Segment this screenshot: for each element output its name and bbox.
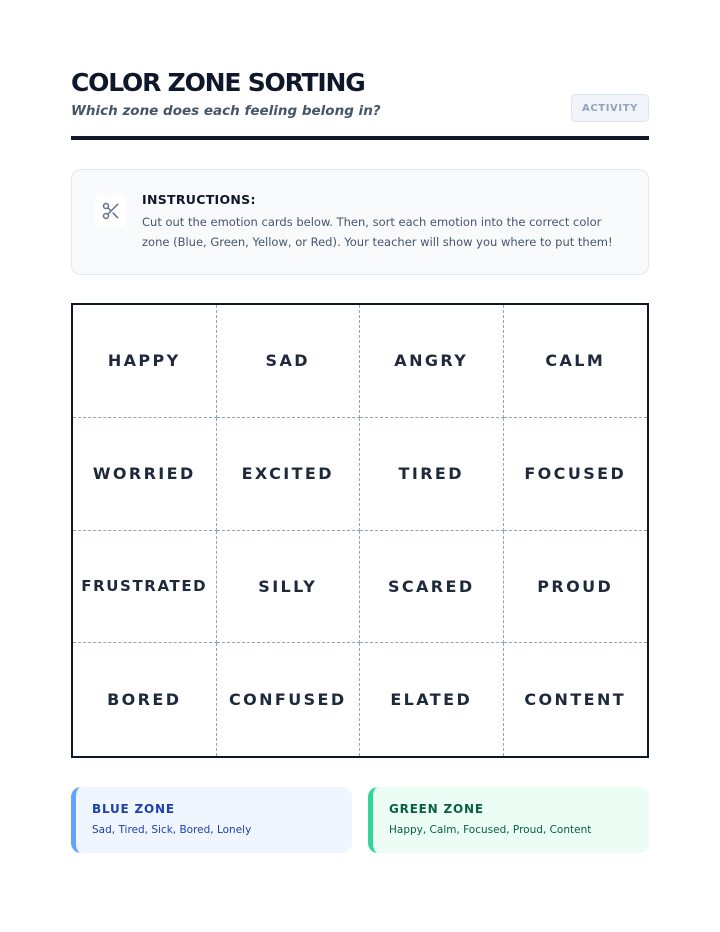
emotion-card[interactable]: CONTENT [524, 690, 627, 710]
activity-badge: ACTIVITY [571, 94, 649, 122]
emotion-card[interactable]: PROUD [504, 531, 648, 644]
instructions-box [71, 169, 649, 275]
blue-zone-title: BLUE ZONE [92, 802, 175, 816]
blue-zone-card [71, 787, 352, 853]
instructions-text: Cut out the emotion cards below. Then, sort each emotion into the correct color zone (Blue, Green, Yellow, or Red). Your teacher will show you where to put them! [142, 215, 613, 249]
emotion-card[interactable]: CONFUSED [217, 643, 361, 756]
emotion-card[interactable]: BORED [73, 643, 217, 756]
emotion-card[interactable]: ELATED [360, 643, 504, 756]
emotion-card[interactable]: FRUSTRATED [73, 531, 217, 644]
blue-zone-feelings: Sad, Tired, Sick, Bored, Lonely [92, 824, 252, 836]
header [71, 68, 649, 140]
emotion-card[interactable]: SCARED [360, 531, 504, 644]
emotion-card[interactable]: TIRED [360, 418, 504, 531]
green-zone-title: GREEN ZONE [389, 802, 484, 816]
scissors-icon [95, 195, 127, 227]
emotion-card[interactable]: ANGRY [360, 305, 504, 418]
emotion-card[interactable]: SILLY [217, 531, 361, 644]
page-title: COLOR ZONE SORTING [71, 68, 365, 97]
emotion-card[interactable]: CALM [504, 305, 648, 418]
emotion-card[interactable]: HAPPY [73, 305, 217, 418]
header-divider [71, 136, 649, 140]
page-subtitle: Which zone does each feeling belong in? [71, 103, 381, 119]
emotion-card[interactable]: SAD [217, 305, 361, 418]
emotion-card-grid [71, 303, 649, 758]
instructions-title: INSTRUCTIONS: [142, 192, 256, 207]
emotion-card[interactable]: WORRIED [73, 418, 217, 531]
emotion-card[interactable]: EXCITED [217, 418, 361, 531]
green-zone-card [368, 787, 649, 853]
emotion-card[interactable]: FOCUSED [504, 418, 648, 531]
green-zone-feelings: Happy, Calm, Focused, Proud, Content [389, 824, 592, 836]
